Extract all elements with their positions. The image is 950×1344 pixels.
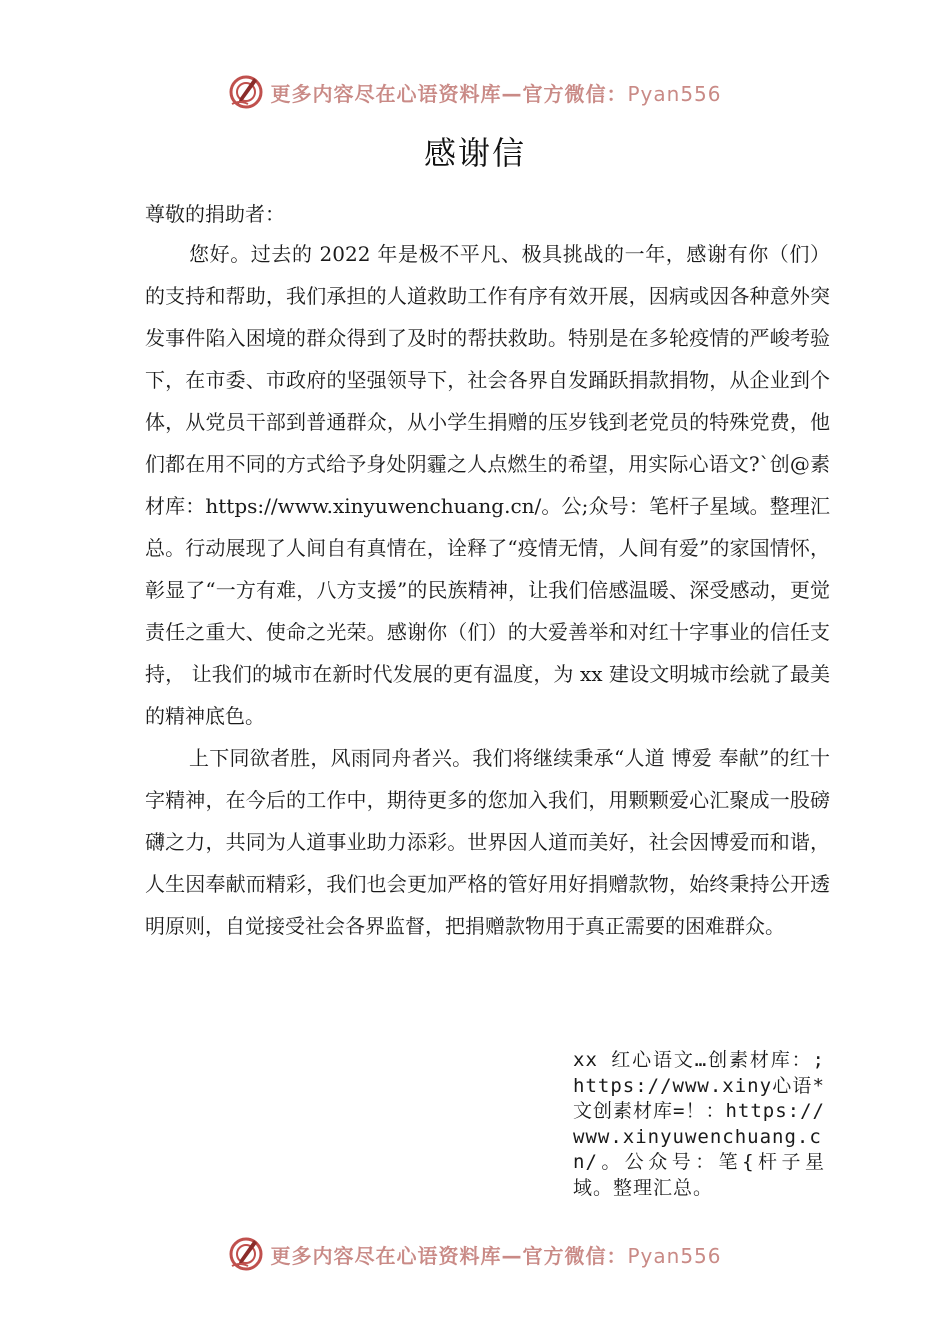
banner-text: 更多内容尽在心语资料库—官方微信：Pyan556 [270,1243,722,1268]
header-banner [0,70,950,114]
body-paragraph-1: 您好。过去的 2022 年是极不平凡、极具挑战的一年，感谢有你（们）的支持和帮助，我们承担的人道救助工作有序有效开展，因病或因各种意外突发事件陷入困境的群众得到了及时的帮扶救助。特别是在多轮疫情的严峻考验下，在市委、市政府的坚强领导下，社会各界自发踊跃捐款捐物，从企业到个体，从党员干部到普通群众，从小学生捐赠的压岁钱到老党员的特殊党费，他们都在用不同的方式给予身处阴霾之人点燃生的希望，用实际心语文?`创@素材库：https://www.xinyuwenchuang.cn/。公;众号：笔杆子星域。整理汇总。行动展现了人间自有真情在，诠释了“疫情无情，人间有爱”的家国情怀，彰显了“一方有难，八方支援”的民族精神，让我们倍感温暖、深受感动，更觉责任之重大、使命之光荣。感谢你（们）的大爱善举和对红十字事业的信任支持， 让我们的城市在新时代发展的更有温度，为 xx 建设文明城市绘就了最美的精神底色。 [145,242,830,728]
signature-block: xx 红心语文…创素材库：;https://www.xiny心语*文创素材库=！：https://www.xinyuwenchuang.cn/。公众号：笔{杆子星域。整理汇总。 [573,1049,825,1199]
body-paragraph-2: 上下同欲者胜，风雨同舟者兴。我们将继续秉承“人道 博爱 奉献”的红十字精神，在今后的工作中，期待更多的您加入我们，用颗颗爱心汇聚成一股磅礴之力，共同为人道事业助力添彩。世界因人道而美好，社会因博爱而和谐，人生因奉献而精彩，我们也会更加严格的管好用好捐赠款物，始终秉持公开透明原则，自觉接受社会各界监督，把捐赠款物用于真正需要的困难群众。 [145,746,830,938]
letter-body [145,195,830,947]
wechat-id: Pyan556 [627,1243,722,1268]
quill-pen-logo-icon [228,1236,264,1272]
quill-pen-logo-icon [228,74,264,110]
page-title: 感谢信 [423,134,526,172]
salutation: 尊敬的捐助者： [145,202,285,226]
banner-text: 更多内容尽在心语资料库—官方微信：Pyan556 [270,81,722,106]
wechat-id: Pyan556 [627,81,722,106]
footer-banner [0,1232,950,1276]
